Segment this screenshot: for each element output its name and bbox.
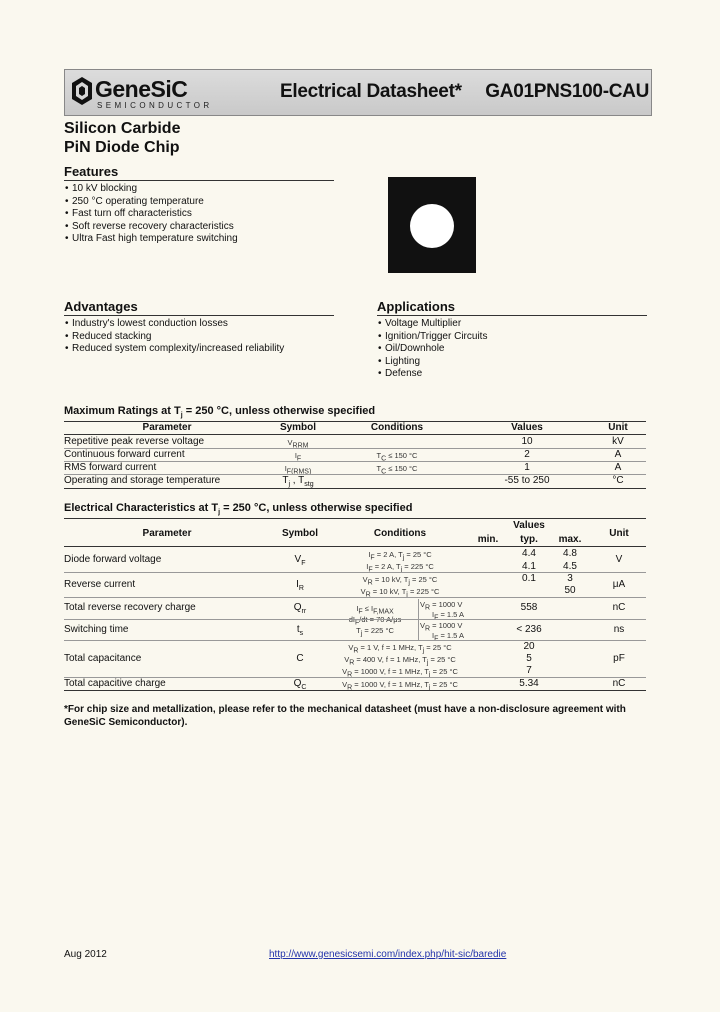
applications-list	[377, 318, 487, 381]
cell-typ: 4.4	[522, 548, 536, 559]
cell-unit: kV	[612, 436, 624, 447]
header-banner	[64, 69, 652, 116]
col-symbol: Symbol	[279, 422, 317, 433]
cell-max: 3	[567, 573, 573, 584]
list-item: • Ultra Fast high temperature switching	[64, 233, 238, 246]
cell-condition: $V_R = 1000$ V	[420, 621, 463, 633]
footer-link[interactable]: http://www.genesicsemi.com/index.php/hit-sic/baredie	[269, 949, 507, 960]
table-rule	[64, 690, 646, 691]
col-symbol: Symbol	[281, 528, 319, 539]
list-item: • Voltage Multiplier	[377, 318, 487, 331]
cell-symbol: $I_R$	[296, 579, 304, 592]
list-item: • Lighting	[377, 356, 487, 369]
cell-max: 50	[564, 585, 576, 596]
cell-condition: $dI_F/dt = 70$ A/μs	[348, 615, 402, 627]
list-item: • Ignition/Trigger Circuits	[377, 331, 487, 344]
applications-heading: Applications	[377, 299, 456, 314]
table-rule	[64, 434, 646, 435]
col-typ: typ.	[520, 534, 538, 545]
cell-condition: $V_R = 10$ kV, $T_j = 25$ °C	[362, 575, 438, 587]
cell-condition: $I_F = 2$ A, $T_j = 25$ °C	[368, 550, 432, 562]
col-min: min.	[477, 534, 499, 545]
col-conditions: Conditions	[373, 528, 427, 539]
cell-condition: $V_R = 400$ V, f = 1 MHz, $T_j = 25$ °C	[344, 655, 456, 667]
cell-condition: $T_j = 225$ °C	[356, 626, 394, 638]
cell-typ: 20	[523, 641, 535, 652]
list-item: • Oil/Downhole	[377, 343, 487, 356]
cell-symbol: $Q_{rr}$	[293, 602, 307, 615]
table-rule	[64, 640, 646, 641]
product-line1: Silicon Carbide	[64, 120, 181, 137]
cell-parameter: Continuous forward current	[64, 449, 185, 460]
cell-condition: $V_R = 1000$ V	[420, 600, 463, 612]
cell-max: 4.5	[563, 561, 577, 572]
cell-unit: °C	[612, 475, 624, 486]
col-unit: Unit	[608, 422, 628, 433]
cell-unit: μA	[612, 579, 626, 590]
cell-condition: $V_R = 10$ kV, $T_j = 225$ °C	[360, 587, 440, 599]
table-rule	[64, 597, 646, 598]
features-rule	[64, 180, 334, 181]
cell-parameter: Operating and storage temperature	[64, 475, 221, 486]
cell-parameter: Diode forward voltage	[64, 554, 162, 565]
cell-parameter: Total reverse recovery charge	[64, 602, 196, 613]
cell-typ: 0.1	[522, 573, 536, 584]
cell-symbol: $I_F$	[294, 451, 302, 463]
cell-condition: $I_F = 2$ A, $T_j = 225$ °C	[366, 562, 434, 574]
cell-unit: nC	[612, 602, 626, 613]
cell-typ: 5.34	[519, 678, 539, 689]
col-values: Values	[513, 520, 545, 531]
col-values: Values	[511, 422, 543, 433]
cell-symbol: $Q_C$	[293, 678, 307, 691]
cell-conditions: $T_C \le 150$ °C	[376, 451, 418, 463]
applications-rule	[377, 315, 647, 316]
footnote: *For chip size and metallization, please refer to the mechanical datasheet (must have a non-disclosure agreement with GeneSiC Semiconductor).	[64, 704, 626, 728]
cell-parameter: RMS forward current	[64, 462, 157, 473]
features-list	[64, 183, 238, 246]
list-item: • Soft reverse recovery characteristics	[64, 221, 238, 234]
list-item: • Fast turn off characteristics	[64, 208, 238, 221]
cell-value: 2	[524, 449, 530, 460]
cell-symbol: C	[296, 653, 304, 664]
cell-parameter: Switching time	[64, 624, 129, 635]
list-item: • Reduced system complexity/increased reliability	[64, 343, 284, 356]
advantages-rule	[64, 315, 334, 316]
advantages-list	[64, 318, 284, 356]
cell-symbol: $t_s$	[296, 624, 304, 637]
cell-value: 1	[524, 462, 530, 473]
cell-condition: $I_F = 1.5$ A	[432, 631, 465, 643]
list-item: • 250 °C operating temperature	[64, 196, 238, 209]
genesic-logo-icon	[71, 76, 93, 106]
chip-die	[410, 204, 454, 248]
cell-symbol: $I_{F(RMS)}$	[284, 464, 312, 476]
cell-unit: V	[615, 554, 623, 565]
cell-conditions: $T_C \le 150$ °C	[376, 464, 418, 476]
list-item: • Industry's lowest conduction losses	[64, 318, 284, 331]
cell-typ: 558	[520, 602, 538, 613]
cell-unit: nC	[612, 678, 626, 689]
cell-typ: 7	[526, 665, 532, 676]
cell-value: -55 to 250	[504, 475, 550, 486]
logo-subtitle: SEMICONDUCTOR	[97, 101, 213, 110]
part-number: GA01PNS100-CAU	[485, 81, 649, 102]
cell-parameter: Total capacitance	[64, 653, 142, 664]
cell-typ: 5	[526, 653, 532, 664]
table-rule	[64, 518, 646, 519]
cell-unit: A	[614, 449, 622, 460]
cell-parameter: Reverse current	[64, 579, 136, 590]
table-rule	[64, 572, 646, 573]
list-item: • Defense	[377, 368, 487, 381]
cell-condition: $V_R = 1000$ V, f = 1 MHz, $T_j = 25$ °C	[342, 680, 458, 692]
advantages-heading: Advantages	[64, 299, 138, 314]
table-rule	[64, 488, 646, 489]
cell-symbol: $T_j$ , $T_{stg}$	[282, 475, 314, 488]
footer-date: Aug 2012	[64, 949, 107, 960]
cell-value: 10	[521, 436, 533, 447]
cell-unit: A	[614, 462, 622, 473]
cell-symbol: $V_{RRM}$	[287, 438, 309, 450]
product-line2: PiN Diode Chip	[64, 139, 180, 156]
chip-image	[388, 177, 476, 273]
cell-symbol: $V_F$	[294, 554, 306, 567]
cell-unit: pF	[613, 653, 625, 664]
col-conditions: Conditions	[370, 422, 424, 433]
cell-parameter: Repetitive peak reverse voltage	[64, 436, 205, 447]
cell-unit: ns	[613, 624, 625, 635]
max-ratings-title: Maximum Ratings at $T_j = 250$ °C, unless otherwise specified	[64, 405, 376, 420]
col-max: max.	[558, 534, 582, 545]
cell-max: 4.8	[563, 548, 577, 559]
col-parameter: Parameter	[142, 528, 192, 539]
col-unit: Unit	[609, 528, 629, 539]
logo-text: GeneSiC	[95, 76, 188, 102]
cell-parameter: Total capacitive charge	[64, 678, 166, 689]
table-rule	[64, 619, 646, 620]
list-item: • Reduced stacking	[64, 331, 284, 344]
col-parameter: Parameter	[142, 422, 192, 433]
cell-condition: $I_F \le I_{F,MAX}$	[356, 604, 394, 616]
cell-condition: $V_R = 1000$ V, f = 1 MHz, $T_j = 25$ °C	[342, 667, 458, 679]
list-item: • 10 kV blocking	[64, 183, 238, 196]
features-heading: Features	[64, 164, 119, 179]
cell-condition: $V_R = 1$ V, f = 1 MHz, $T_j = 25$ °C	[348, 643, 452, 655]
cell-typ: 4.1	[522, 561, 536, 572]
cell-typ: < 236	[516, 624, 542, 635]
cell-condition: $I_F = 1.5$ A	[432, 610, 465, 622]
header-title: Electrical Datasheet*	[280, 81, 462, 102]
table-rule	[64, 546, 646, 547]
elec-char-title: Electrical Characteristics at $T_j = 250$ °C, unless otherwise specified	[64, 502, 413, 517]
